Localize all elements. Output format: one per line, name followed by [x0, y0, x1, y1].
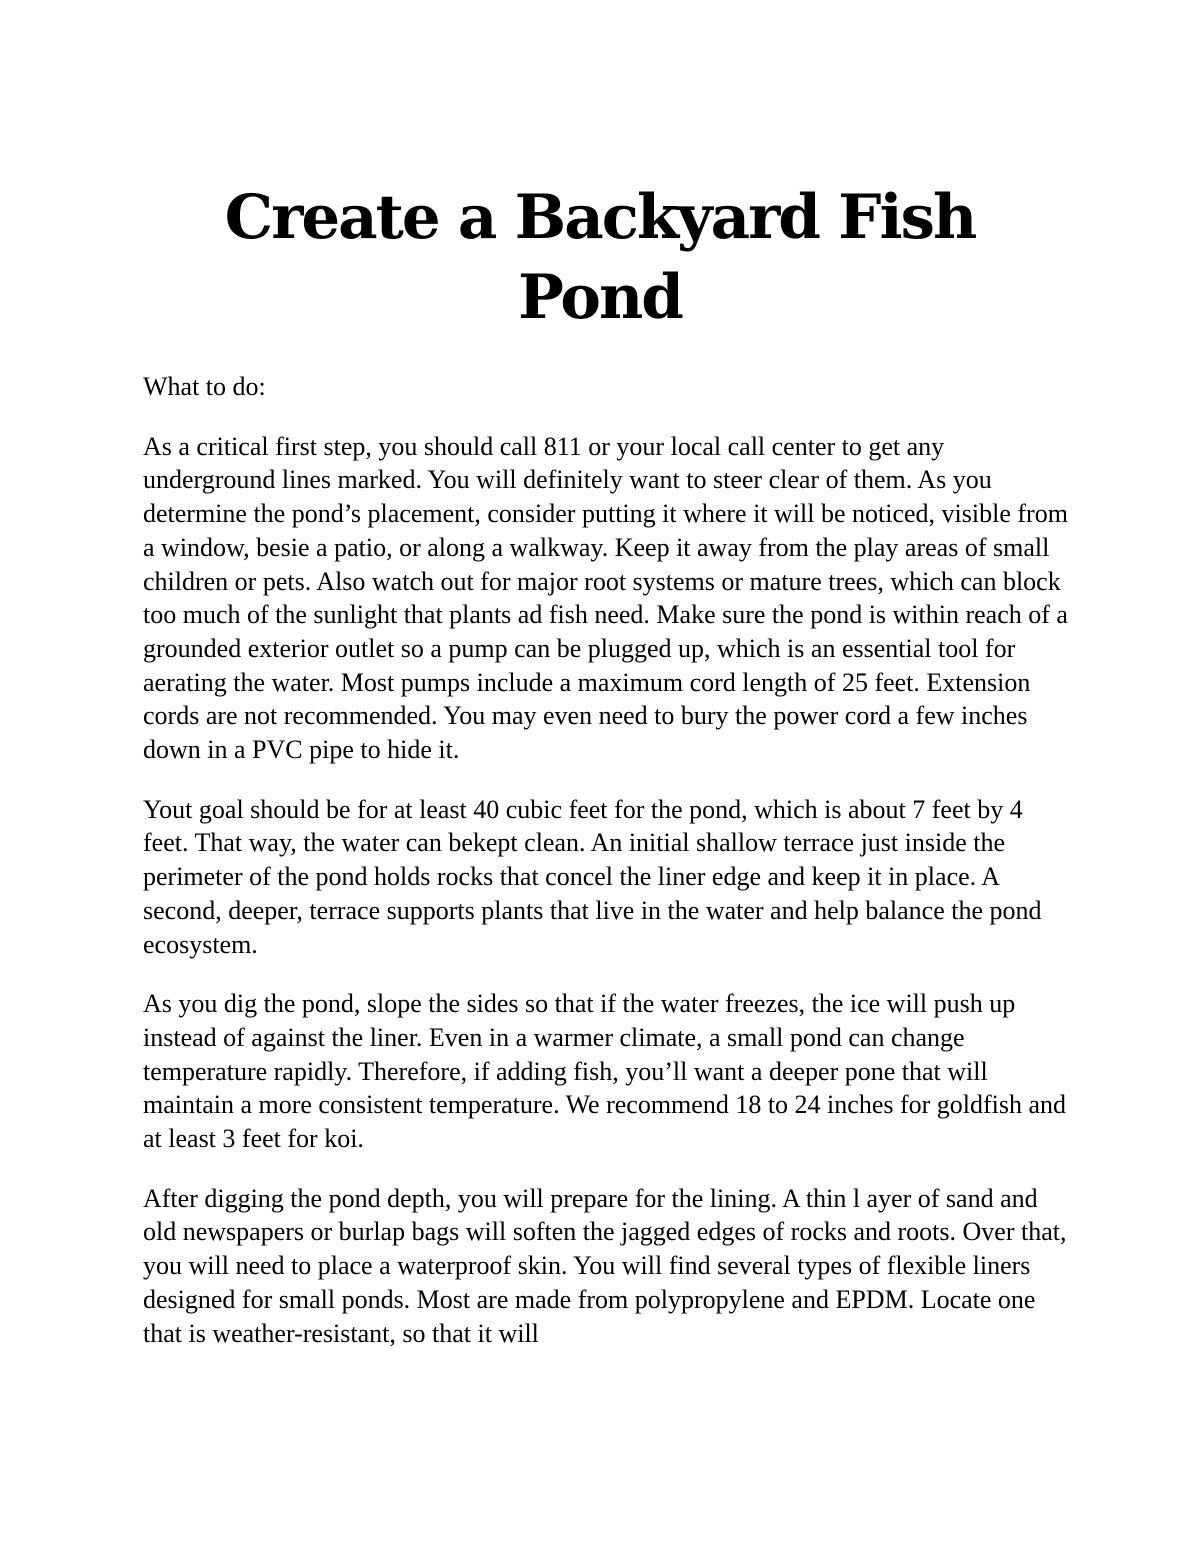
document-body	[143, 370, 1068, 1350]
paragraph-3: As you dig the pond, slope the sides so that if the water freezes, the ice will push up instead of against the liner. Even in a warmer climate, a small pond can change temperature rapidly. Therefore, if adding fish, you’ll want a deeper pone that will maintain a more consistent temperature. We recommend 18 to 24 inches for goldfish and at least 3 feet for koi.	[143, 989, 1067, 1154]
document-title: Create a Backyard Fish Pond	[224, 182, 976, 333]
paragraph-1: As a critical first step, you should call 811 or your local call center to get any underground lines marked. You will definitely want to steer clear of them. As you determine the pond’s placement, consider putting it where it will be noticed, visible from a window, besie a patio, or along a walkway. Keep it away from the play areas of small children or pets. Also watch out for major root systems or mature trees, which can block too much of the sunlight that plants ad fish need. Make sure the pond is within reach of a grounded exterior outlet so a pump can be plugged up, which is an essential tool for aerating the water. Most pumps include a maximum cord length of 25 feet. Extension cords are not recommended. You may even need to bury the power cord a few inches down in a PVC pipe to hide it.	[143, 431, 1068, 765]
paragraph-4: After digging the pond depth, you will prepare for the lining. A thin l ayer of sand and old newspapers or burlap bags will soften the jagged edges of rocks and roots. Over that, you will need to place a waterproof skin. You will find several types of flexible liners designed for small ponds. Most are made from polypropylene and EPDM. Locate one that is weather-resistant, so that it will	[143, 1183, 1067, 1348]
intro-label: What to do:	[143, 372, 266, 401]
paragraph-2: Yout goal should be for at least 40 cubic feet for the pond, which is about 7 feet by 4 feet. That way, the water can bekept clean. An initial shallow terrace just inside the perimeter of the pond holds rocks that concel the liner edge and keep it in place. A second, deeper, terrace supports plants that live in the water and help balance the pond ecosystem.	[143, 794, 1042, 959]
